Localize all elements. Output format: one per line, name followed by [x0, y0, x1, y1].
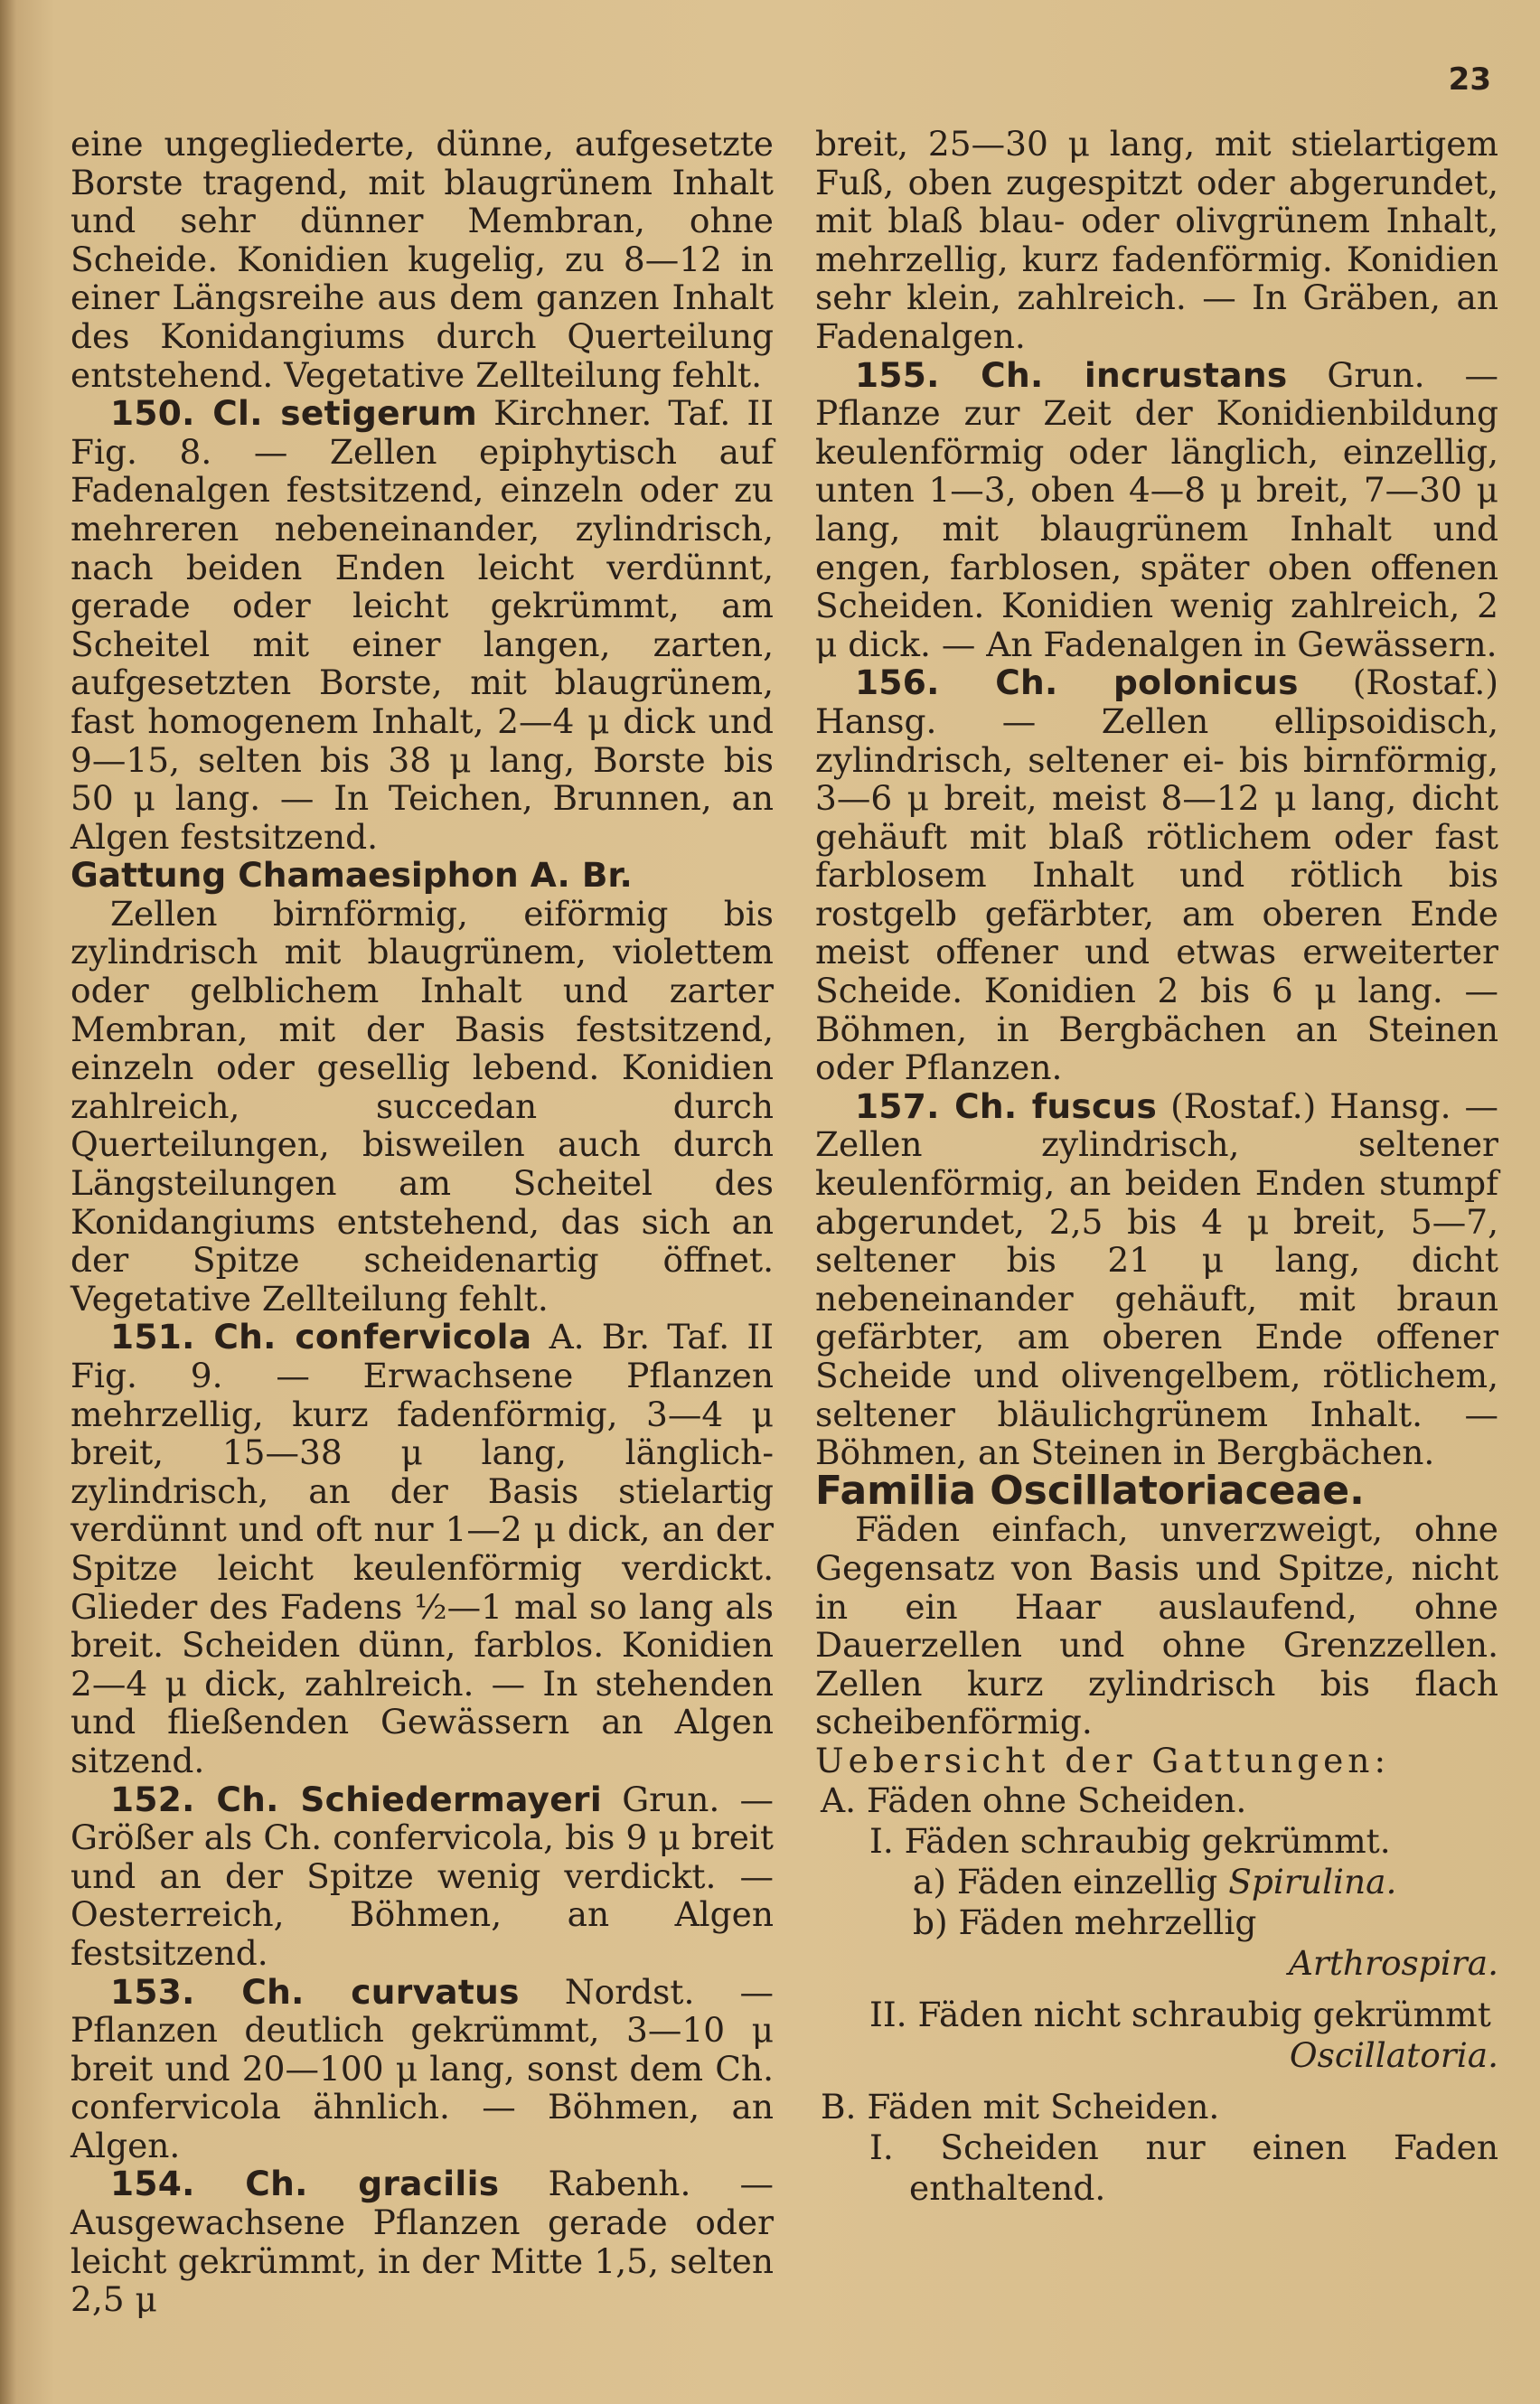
species-156 [815, 663, 1498, 1087]
species-156-text: (Rostaf.) Hansg. — Zellen ellipsoidisch, zylindrisch, seltener ei- bis birnförmig, 3—6 μ breit, meist 8—12 μ lang, dicht gehäuft mit blaß rötlichem oder fast farblosem Inhalt und rötlich bis rostgelb gefärbter, am oberen Ende meist offener und etwas erweiterter Scheide. Konidien 2 bis 6 μ lang. — Böhmen, in Bergbächen an Steinen oder Pflanzen. [815, 662, 1498, 1088]
continued-paragraph: eine ungegliederte, dünne, aufgesetzte Borste tragend, mit blaugrünem Inhalt und sehr dünner Membran, ohne Scheide. Konidien kugelig, zu 8—12 in einer Längsreihe aus dem ganzen Inhalt des Konidangiums durch Querteilung entstehend. Vegetative Zellteilung fehlt. [70, 124, 774, 395]
species-157 [815, 1087, 1498, 1472]
genus-description: Zellen birnförmig, eiförmig bis zylindrisch mit blaugrünem, violettem oder gelblichem Inhalt und zarter Membran, mit der Basis festsitzend, einzeln oder gesellig lebend. Konidien zahlreich, succedan durch Querteilungen, bisweilen auch durch Längsteilungen am Scheitel des Konidangiums entstehend, das sich an der Spitze scheidenartig öffnet. Vegetative Zellteilung fehlt. [70, 893, 774, 1319]
species-154 [70, 2165, 774, 2318]
species-156-name: 156. Ch. polonicus [855, 662, 1299, 703]
species-157-text: (Rostaf.) Hansg. — Zellen zylindrisch, seltener keulenförmig, an beiden Enden stumpf abgerundet, 2,5 bis 4 μ breit, 5—7, seltener bis 21 μ lang, dicht nebeneinander gehäuft, mit braun gefärbter, am oberen Ende offener Scheide und olivengelbem, rötlichem, seltener bläulichgrünem Inhalt. — Böhmen, an Steinen in Bergbächen. [815, 1085, 1498, 1473]
species-155-text: Grun. — Pflanze zur Zeit der Konidienbildung keulenförmig oder länglich, einzellig, unten 1—3, oben 4—8 μ breit, 7—30 μ lang, mit blaugrünem Inhalt und engen, farblosen, später oben offenen Scheiden. Konidien wenig zahlreich, 2 μ dick. — An Fadenalgen in Gewässern. [815, 354, 1499, 664]
species-155-name: 155. Ch. incrustans [855, 354, 1288, 395]
key-entry-a: A. Fäden ohne Scheiden. [821, 1780, 1247, 1820]
species-154-name: 154. Ch. gracilis [110, 2164, 500, 2204]
species-151-text: A. Br. Taf. II Fig. 9. — Erwachsene Pflanzen mehrzellig, kurz fadenförmig, 3—4 μ breit, 15—38 μ lang, länglich-zylindrisch, an der Basis stielartig verdünnt und oft nur 1—2 μ dick, an der Spitze leicht keulenförmig verdickt. Glieder des Fadens ½—1 mal so lang als breit. Scheiden dünn, farblos. Konidien 2—4 μ dick, zahlreich. — In stehenden und fließenden Gewässern an Algen sitzend. [70, 1317, 775, 1780]
key-entry-a-ii: II. Fäden nicht schraubig gekrümmt [869, 1994, 1491, 2034]
genus-heading-chamaesiphon: Gattung Chamaesiphon A. Br. [70, 855, 633, 896]
species-151-name: 151. Ch. confervicola [110, 1317, 532, 1357]
species-153-text: Nordst. — Pflanzen deutlich gekrümmt, 3—10 μ breit und 20—100 μ lang, sonst dem Ch. confervicola ähnlich. — Böhmen, an Algen. [70, 1971, 774, 2165]
species-153-name: 153. Ch. curvatus [110, 1971, 520, 2012]
genus-oscillatoria [815, 2035, 1498, 2076]
key-entry-a-i-b: b) Fäden mehrzellig [913, 1902, 1257, 1942]
left-column [70, 125, 774, 2319]
species-152-name: 152. Ch. Schiedermayeri [110, 1779, 602, 1819]
key-entry-a-i-a [913, 1862, 1498, 1902]
continued-paragraph-right: breit, 25—30 μ lang, mit stielartigem Fuß, oben zugespitzt oder abgerundet, mit blaß blau- oder olivgrünem Inhalt, mehrzellig, kurz fadenförmig. Konidien sehr klein, zahlreich. — In Gräben, an Fadenalgen. [815, 124, 1498, 356]
key-title: Uebersicht der Gattungen: [815, 1740, 1391, 1780]
genus-oscillatoria-name: Oscillatoria. [1289, 2034, 1498, 2075]
species-152 [70, 1780, 774, 1973]
family-description: Fäden einfach, unverzweigt, ohne Gegensatz von Basis und Spitze, nicht in ein Haar auslaufend, ohne Dauerzellen und ohne Grenzzellen. Zellen kurz zylindrisch bis flach scheibenförmig. [815, 1509, 1498, 1742]
key-entry-b-i: I. Scheiden nur einen Faden enthaltend. [869, 2127, 1498, 2208]
species-150-name: 150. Cl. setigerum [110, 393, 478, 434]
genus-arthrospira-name: Arthrospira. [1288, 1942, 1498, 1983]
key-entry-b: B. Fäden mit Scheiden. [821, 2086, 1220, 2127]
species-153 [70, 1973, 774, 2165]
genus-arthrospira [815, 1943, 1498, 1984]
species-157-name: 157. Ch. fuscus [855, 1085, 1158, 1126]
key-entry-a-i-a-text: a) Fäden einzellig [913, 1861, 1229, 1902]
species-151 [70, 1318, 774, 1780]
key-entry-a-i: I. Fäden schraubig gekrümmt. [869, 1820, 1391, 1861]
species-150-text: Kirchner. Taf. II Fig. 8. — Zellen epiphytisch auf Fadenalgen festsitzend, einzeln oder zu mehreren nebeneinander, zylindrisch, nach beiden Enden leicht verdünnt, gerade oder leicht gekrümmt, am Scheitel mit einer langen, zarten, aufgesetzten Borste, mit blaugrünem, fast homogenem Inhalt, 2—4 μ dick und 9—15, selten bis 38 μ lang, Borste bis 50 μ lang. — In Teichen, Brunnen, an Algen festsitzend. [70, 393, 775, 857]
species-154-text: Rabenh. — Ausgewachsene Pflanzen gerade oder leicht gekrümmt, in der Mitte 1,5, selten 2,5 μ [70, 2164, 775, 2320]
right-column [815, 125, 1498, 2209]
page-number: 23 [1448, 61, 1491, 98]
family-heading-oscillatoriaceae: Familia Oscillatoriaceae. [815, 1467, 1365, 1514]
genus-spirulina: Spirulina. [1228, 1861, 1397, 1902]
species-150 [70, 394, 774, 856]
species-155 [815, 356, 1498, 664]
genus-key [815, 1780, 1498, 2209]
species-152-text: Grun. — Größer als Ch. confervicola, bis 9 μ breit und an der Spitze wenig verdickt. — Oesterreich, Böhmen, an Algen festsitzend. [70, 1779, 774, 1973]
